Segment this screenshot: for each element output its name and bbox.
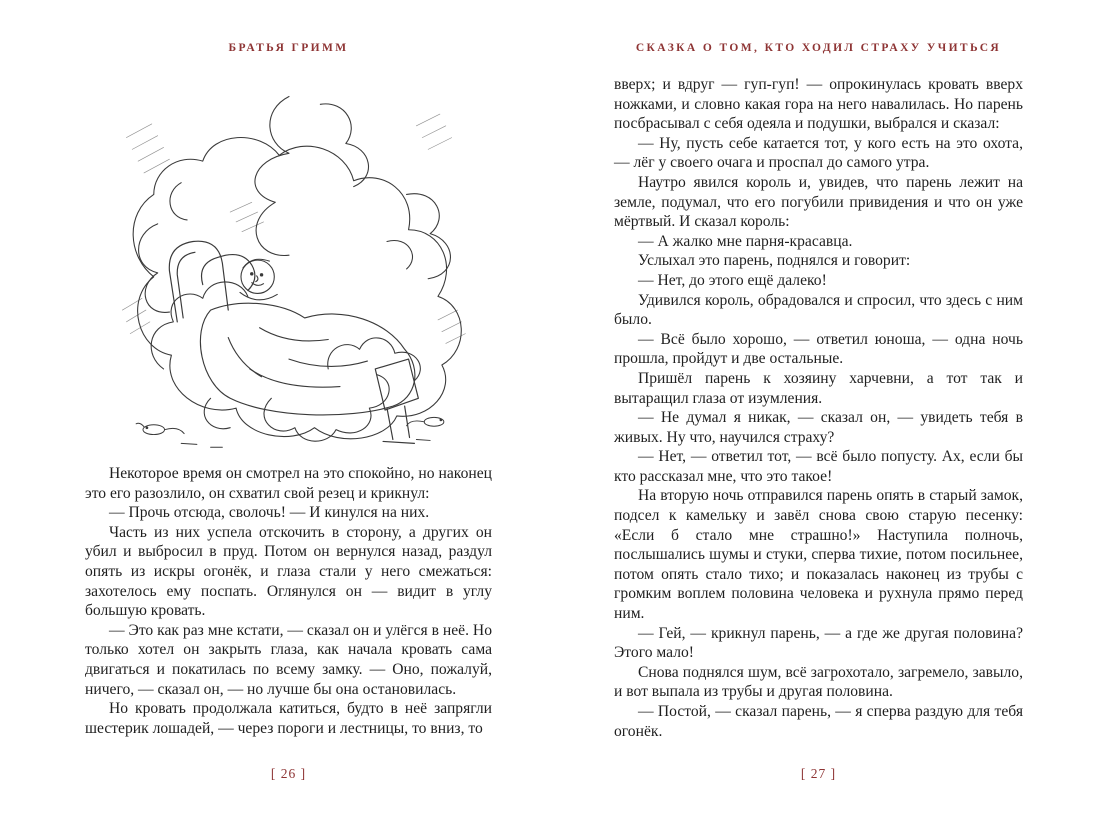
paragraph: — Всё было хорошо, — ответил юноша, — одна ночь прошла, пройдут и две остальные. [614,330,1023,368]
paragraph: Снова поднялся шум, всё загрохотало, загремело, завыло, и вот выпала из трубы и другая половина. [614,663,1023,701]
paragraph: — Не думал я никак, — сказал он, — увидеть тебя в живых. Ну что, научился страху? [614,409,1023,446]
running-head-left: БРАТЬЯ ГРИММ [228,42,349,54]
right-page-text [614,75,1023,741]
paragraph: — Нет, — ответил тот, — всё было попусту. Ах, если бы кто рассказал мне, что это такое! [614,448,1023,485]
paragraph: вверх; и вдруг — гуп-гуп! — опрокинулась кровать вверх ножками, и словно какая гора на него навалилась. Но парень посбрасывал с себя одеяла и подушки, выбрался и сказал: [614,76,1023,133]
paragraph: — Гей, — крикнул парень, — а где же другая половина? Этого мало! [614,624,1023,662]
right-page [614,42,1023,784]
paragraph: — Постой, — сказал парень, — я сперва раздую для тебя огонёк. [614,703,1023,740]
page-number-right: [ 27 ] [800,766,837,781]
paragraph: Но кровать продолжала катиться, будто в неё запрягли шестерик лошадей, — через пороги и лестницы, то вниз, то [85,700,492,737]
running-head-right: СКАЗКА О ТОМ, КТО ХОДИЛ СТРАХУ УЧИТЬСЯ [635,42,1002,54]
paragraph: — Это как раз мне кстати, — сказал он и улёгся в неё. Но только хотел он закрыть глаза, как начала кровать сама двигаться и покатилась по всему замку. — Оно, пожалуй, ничего, — сказал он, — но лучше бы она остановилась. [85,621,492,698]
paragraph: — А жалко мне парня-красавца. [638,232,853,250]
paragraph: — Ну, пусть себе катается тот, у кого есть на это охота, — лёг у своего очага и проспал до самого утра. [614,134,1023,172]
paragraph: Некоторое время он смотрел на это спокойно, но наконец это его разозлило, он схватил свой резец и крикнул: [85,465,492,502]
bed-smoke-illustration [93,74,485,458]
left-page [85,42,492,784]
paragraph: Удивился король, обрадовался и спросил, что здесь с ним было. [614,291,1023,329]
paragraph: Услыхал это парень, поднялся и говорит: [638,252,911,270]
paragraph: На вторую ночь отправился парень опять в старый замок, подсел к камельку и завёл снова свою старую песенку: «Если б стало мне страшно!» Наступила полночь, послышались шумы и стуки, сперва тихие, потом посильнее, потом опять стало тихо; и показалась наконец из трубы с громким воплем половина человека и рухнула прямо перед ним. [614,487,1023,623]
left-page-text [85,464,492,738]
paragraph: — Прочь отсюда, сволочь! — И кинулся на них. [109,504,430,522]
paragraph: Часть из них успела отскочить в сторону, а других он убил и выбросил в пруд. Потом он вернулся назад, раздул опять из искры огонёк, и глаза стали у него смежаться: захотелось ему поспать. Оглянулся он — видит в углу большую кровать. [85,523,492,620]
paragraph: Пришёл парень к хозяину харчевни, а тот так и вытаращил глаза от изумления. [614,369,1023,407]
paragraph: Наутро явился король и, увидев, что парень лежит на земле, подумал, что его погубили привидения и что он уже мёртвый. И сказал король: [614,173,1023,231]
engraving-illustration [93,74,485,458]
paragraph: — Нет, до этого ещё далеко! [638,271,827,289]
page-number-left: [ 26 ] [270,766,307,781]
